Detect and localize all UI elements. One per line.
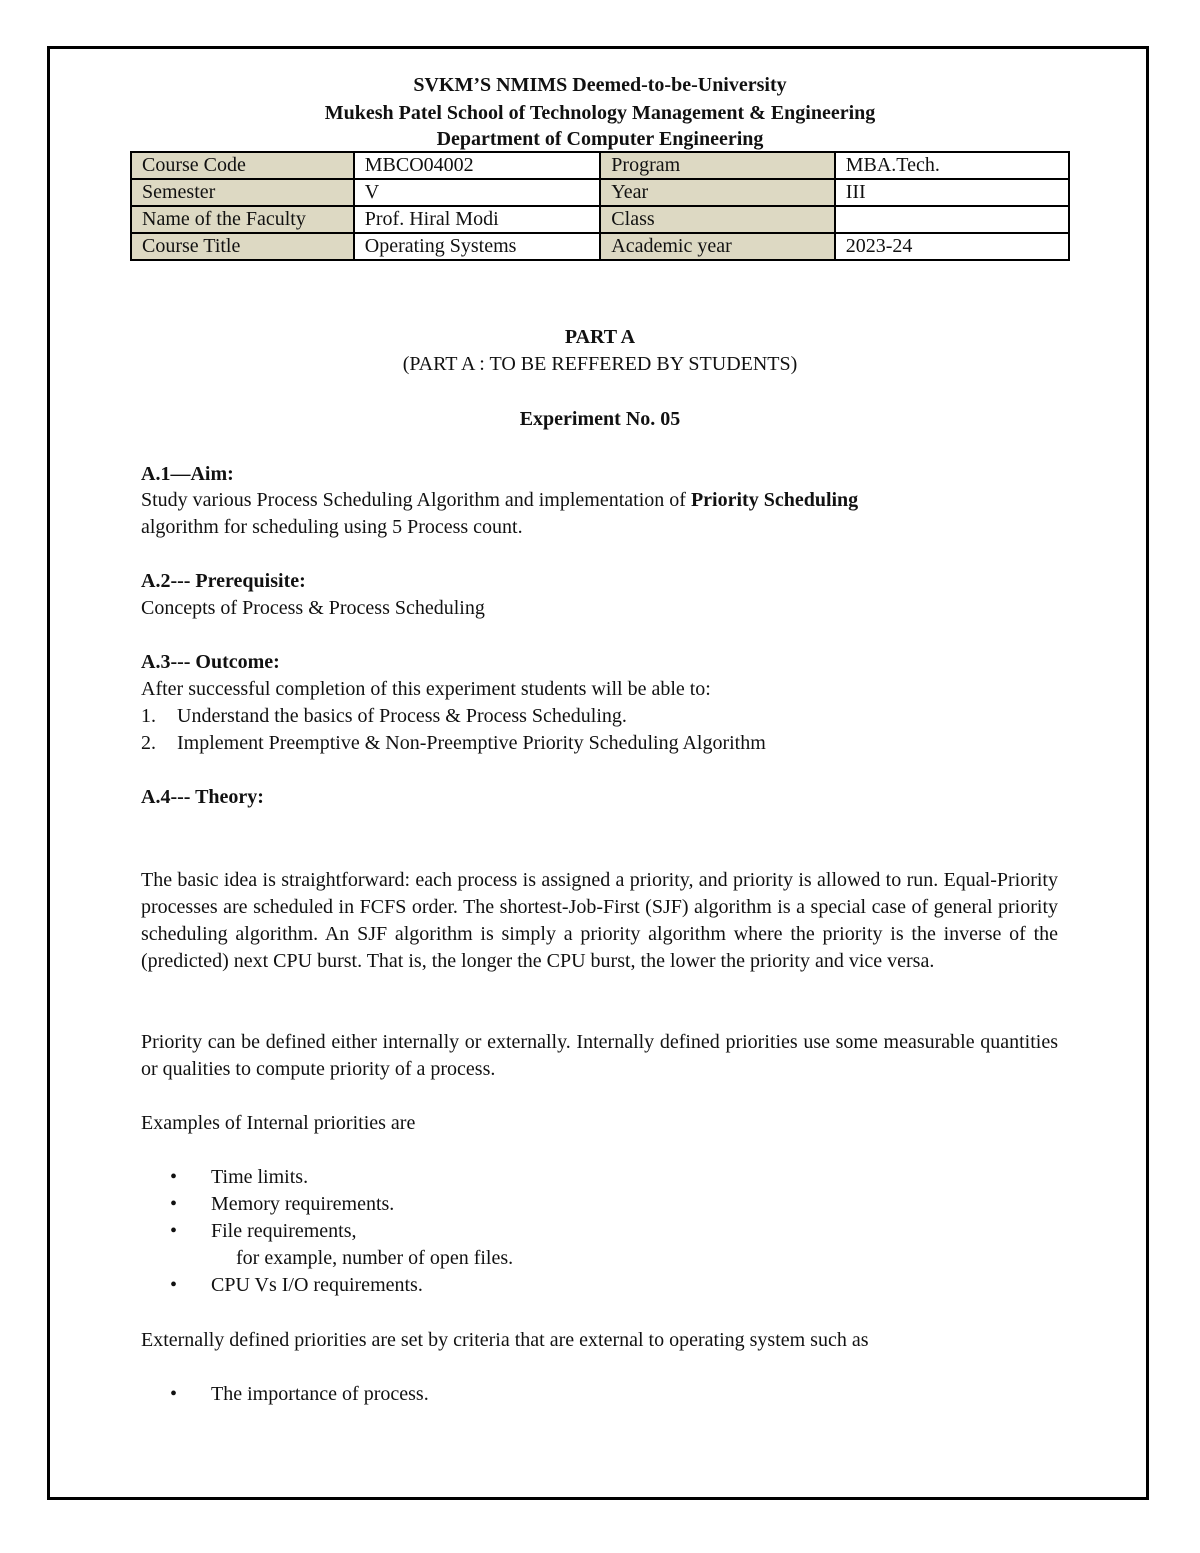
list-item <box>141 703 766 730</box>
list-item <box>141 730 766 757</box>
list-item-text: Understand the basics of Process & Process Scheduling. <box>177 705 627 727</box>
bullet-icon: • <box>170 1383 178 1405</box>
theory-paragraph-1: The basic idea is straightforward: each process is assigned a priority, and priority is allowed to run. Equal-Priority processes are scheduled in FCFS order. The shortest-Job-First (SJF) algorithm is a special case of general priority scheduling algorithm. An SJF algorithm is simply a priority algorithm where the priority is the inverse of the (predicted) next CPU burst. That is, the longer the CPU burst, the lower the priority and vice versa. <box>141 869 1058 972</box>
external-priorities-intro: Externally defined priorities are set by criteria that are external to operating system such as <box>141 1329 869 1351</box>
experiment-number: Experiment No. 05 <box>519 408 681 430</box>
table-row <box>131 179 1069 206</box>
list-number: 1. <box>141 705 156 727</box>
prerequisite-heading: A.2--- Prerequisite: <box>141 570 306 592</box>
bullet-icon: • <box>170 1220 178 1242</box>
academic-year-label: Academic year <box>600 233 834 260</box>
list-item-text: Implement Preemptive & Non-Preemptive Priority Scheduling Algorithm <box>177 732 766 754</box>
school-title: Mukesh Patel School of Technology Management & Engineering <box>324 102 876 124</box>
list-item <box>170 1164 513 1191</box>
list-item <box>170 1218 513 1245</box>
outcome-heading: A.3--- Outcome: <box>141 651 280 673</box>
table-row <box>131 152 1069 179</box>
course-title-label: Course Title <box>131 233 354 260</box>
faculty-value: Prof. Hiral Modi <box>354 206 601 233</box>
theory-heading: A.4--- Theory: <box>141 786 264 808</box>
list-item <box>170 1272 513 1299</box>
aim-text-line1 <box>141 487 858 514</box>
university-title: SVKM’S NMIMS Deemed-to-be-University <box>413 74 787 96</box>
aim-text-start: Study various Process Scheduling Algorithm and implementation of <box>141 489 691 511</box>
aim-text-line2: algorithm for scheduling using 5 Process count. <box>141 516 523 538</box>
internal-priorities-list <box>170 1164 513 1299</box>
list-item-text: Time limits. <box>211 1166 309 1188</box>
bullet-icon: • <box>170 1193 178 1215</box>
outcome-list <box>141 703 766 757</box>
prerequisite-text: Concepts of Process & Process Scheduling <box>141 597 485 619</box>
course-title-value: Operating Systems <box>354 233 601 260</box>
outcome-intro: After successful completion of this experiment students will be able to: <box>141 678 711 700</box>
year-value: III <box>835 179 1069 206</box>
course-code-label: Course Code <box>131 152 354 179</box>
year-label: Year <box>600 179 834 206</box>
program-value: MBA.Tech. <box>835 152 1069 179</box>
part-subtitle: (PART A : TO BE REFFERED BY STUDENTS) <box>402 353 798 375</box>
internal-priorities-intro: Examples of Internal priorities are <box>141 1112 416 1134</box>
list-item-text: The importance of process. <box>211 1383 429 1405</box>
aim-heading: A.1—Aim: <box>141 463 234 485</box>
list-item <box>170 1381 429 1408</box>
class-label: Class <box>600 206 834 233</box>
academic-year-value: 2023-24 <box>835 233 1069 260</box>
part-title: PART A <box>564 326 636 348</box>
semester-label: Semester <box>131 179 354 206</box>
course-info-table <box>130 151 1070 261</box>
list-item-text: CPU Vs I/O requirements. <box>211 1274 423 1296</box>
faculty-label: Name of the Faculty <box>131 206 354 233</box>
list-item-text: File requirements, <box>211 1220 357 1242</box>
theory-paragraph-2: Priority can be defined either internally or externally. Internally defined priorities use some measurable quantities or qualities to compute priority of a process. <box>141 1031 1058 1080</box>
list-number: 2. <box>141 732 156 754</box>
class-value <box>835 206 1069 233</box>
table-row <box>131 233 1069 260</box>
course-code-value: MBCO04002 <box>354 152 601 179</box>
list-item-subtext: for example, number of open files. <box>236 1247 514 1269</box>
list-item-text: Memory requirements. <box>211 1193 395 1215</box>
list-item <box>170 1191 513 1218</box>
aim-text-bold: Priority Scheduling <box>690 489 859 511</box>
semester-value: V <box>354 179 601 206</box>
table-row <box>131 206 1069 233</box>
bullet-icon: • <box>170 1274 178 1296</box>
department-title: Department of Computer Engineering <box>436 128 764 150</box>
external-priorities-list <box>170 1381 429 1408</box>
bullet-icon: • <box>170 1166 178 1188</box>
program-label: Program <box>600 152 834 179</box>
